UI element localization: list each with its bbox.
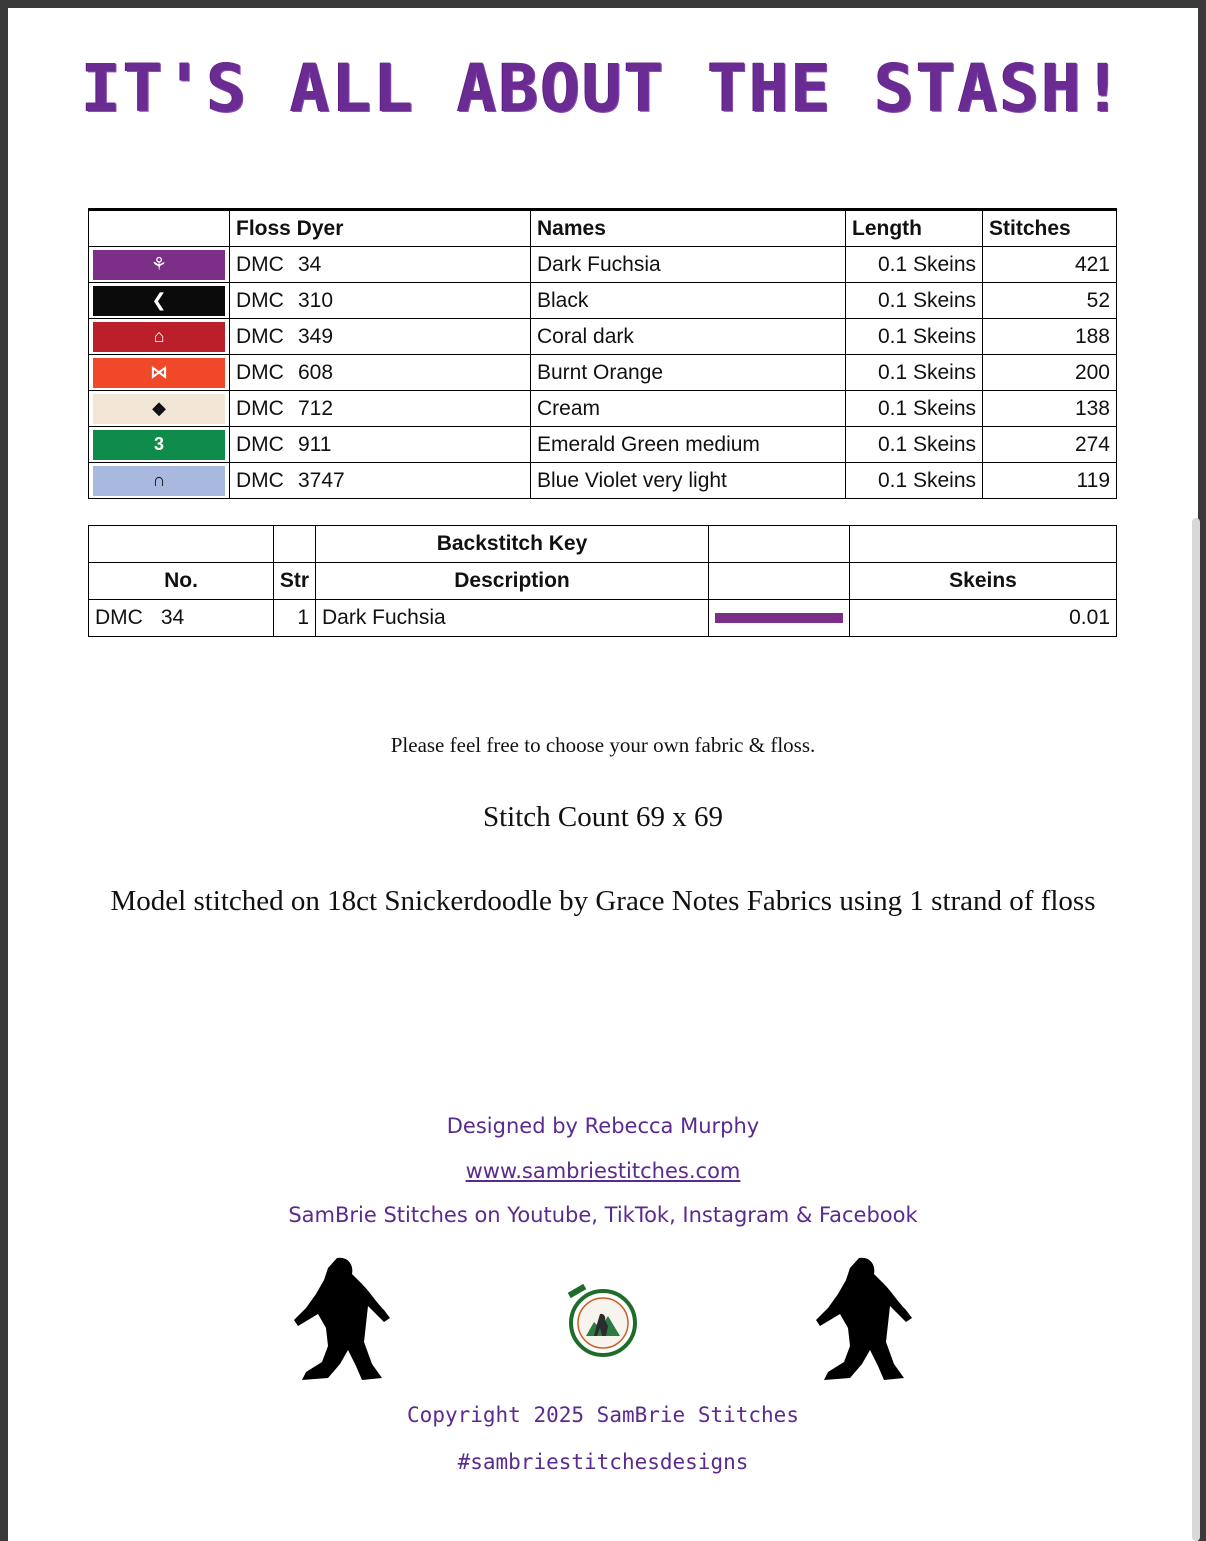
symbol-header bbox=[89, 210, 230, 247]
chart-symbol-icon: ⌂ bbox=[153, 326, 165, 346]
floss-table bbox=[88, 208, 1117, 499]
color-swatch bbox=[93, 322, 225, 352]
floss-stitches: 52 bbox=[983, 283, 1117, 319]
str-header: Str bbox=[274, 563, 316, 600]
floss-dyer-cell bbox=[230, 355, 531, 391]
backstitch-no bbox=[89, 600, 274, 637]
floss-name: Burnt Orange bbox=[531, 355, 846, 391]
color-swatch bbox=[93, 430, 225, 460]
floss-code: 3747 bbox=[298, 468, 345, 492]
chart-symbol-icon: ◆ bbox=[152, 398, 166, 418]
floss-row bbox=[89, 463, 1117, 499]
floss-code: 349 bbox=[298, 324, 334, 348]
floss-stitches: 274 bbox=[983, 427, 1117, 463]
floss-dyer-cell bbox=[230, 319, 531, 355]
brand-text: DMC bbox=[236, 288, 284, 312]
floss-name: Emerald Green medium bbox=[531, 427, 846, 463]
floss-code: 34 bbox=[298, 252, 322, 276]
color-swatch bbox=[93, 286, 225, 316]
chart-symbol-icon: ⚘ bbox=[150, 254, 168, 274]
stitches-header: Stitches bbox=[983, 210, 1117, 247]
symbol-cell bbox=[89, 247, 230, 283]
stitch-count: Stitch Count 69 x 69 bbox=[482, 801, 724, 833]
floss-dyer-cell bbox=[230, 391, 531, 427]
sambrie-hoop-logo-icon bbox=[564, 1280, 642, 1358]
backstitch-header-row bbox=[89, 563, 1117, 600]
floss-length: 0.1 Skeins bbox=[846, 463, 983, 499]
floss-length: 0.1 Skeins bbox=[846, 319, 983, 355]
floss-row bbox=[89, 427, 1117, 463]
length-header: Length bbox=[846, 210, 983, 247]
bigfoot-silhouette-icon bbox=[814, 1254, 914, 1384]
floss-dyer-cell bbox=[230, 463, 531, 499]
symbol-cell bbox=[89, 427, 230, 463]
floss-stitches: 200 bbox=[983, 355, 1117, 391]
floss-row bbox=[89, 283, 1117, 319]
floss-row bbox=[89, 319, 1117, 355]
no-header: No. bbox=[89, 563, 274, 600]
floss-dyer-cell bbox=[230, 247, 531, 283]
skeins-header: Skeins bbox=[850, 563, 1117, 600]
bigfoot-silhouette-icon bbox=[292, 1254, 392, 1384]
designer-credit: Designed by Rebecca Murphy bbox=[446, 1114, 760, 1138]
backstitch-row bbox=[89, 600, 1117, 637]
brand-text: DMC bbox=[236, 360, 284, 384]
chart-symbol-icon: 3 bbox=[153, 434, 164, 454]
brand-text: DMC bbox=[236, 432, 284, 456]
symbol-cell bbox=[89, 355, 230, 391]
hashtag: #sambriestitchesdesigns bbox=[457, 1450, 749, 1474]
floss-code: 608 bbox=[298, 360, 334, 384]
chart-symbol-icon: ⋈ bbox=[150, 362, 168, 382]
backstitch-line-sample bbox=[715, 613, 843, 623]
floss-length: 0.1 Skeins bbox=[846, 355, 983, 391]
floss-stitches: 421 bbox=[983, 247, 1117, 283]
model-note: Model stitched on 18ct Snickerdoodle by Grace Notes Fabrics using 1 strand of floss bbox=[110, 885, 1096, 917]
backstitch-title-row bbox=[89, 526, 1117, 563]
floss-length: 0.1 Skeins bbox=[846, 391, 983, 427]
floss-length: 0.1 Skeins bbox=[846, 283, 983, 319]
floss-code: 310 bbox=[298, 288, 334, 312]
floss-length: 0.1 Skeins bbox=[846, 247, 983, 283]
color-swatch bbox=[93, 466, 225, 496]
floss-name: Dark Fuchsia bbox=[531, 247, 846, 283]
symbol-cell bbox=[89, 391, 230, 427]
floss-dyer-cell bbox=[230, 427, 531, 463]
vertical-scrollbar[interactable] bbox=[1192, 518, 1200, 1541]
backstitch-line-cell bbox=[709, 600, 850, 637]
floss-stitches: 188 bbox=[983, 319, 1117, 355]
floss-name: Coral dark bbox=[531, 319, 846, 355]
symbol-cell bbox=[89, 283, 230, 319]
floss-code: 911 bbox=[298, 432, 332, 456]
floss-row bbox=[89, 355, 1117, 391]
chart-symbol-icon: ∩ bbox=[152, 470, 166, 490]
brand-text: DMC bbox=[236, 396, 284, 420]
symbol-cell bbox=[89, 463, 230, 499]
floss-name: Black bbox=[531, 283, 846, 319]
floss-name: Blue Violet very light bbox=[531, 463, 846, 499]
floss-length: 0.1 Skeins bbox=[846, 427, 983, 463]
brand-text: DMC bbox=[236, 468, 284, 492]
floss-name: Cream bbox=[531, 391, 846, 427]
backstitch-description: Dark Fuchsia bbox=[316, 600, 709, 637]
floss-stitches: 119 bbox=[983, 463, 1117, 499]
color-swatch bbox=[93, 358, 225, 388]
floss-row bbox=[89, 391, 1117, 427]
choose-note: Please feel free to choose your own fabric & floss. bbox=[390, 733, 816, 757]
backstitch-skeins: 0.01 bbox=[850, 600, 1117, 637]
brand-text: DMC bbox=[95, 606, 143, 629]
social-credit: SamBrie Stitches on Youtube, TikTok, Instagram & Facebook bbox=[288, 1203, 918, 1227]
backstitch-key-title: Backstitch Key bbox=[316, 526, 709, 563]
description-header: Description bbox=[316, 563, 709, 600]
brand-text: DMC bbox=[236, 324, 284, 348]
color-swatch bbox=[93, 250, 225, 280]
symbol-cell bbox=[89, 319, 230, 355]
color-swatch bbox=[93, 394, 225, 424]
floss-code: 712 bbox=[298, 396, 334, 420]
website-link[interactable]: www.sambriestitches.com bbox=[465, 1159, 741, 1183]
backstitch-table bbox=[88, 525, 1117, 637]
copyright: Copyright 2025 SamBrie Stitches bbox=[407, 1403, 799, 1427]
floss-code: 34 bbox=[160, 606, 185, 629]
backstitch-str: 1 bbox=[274, 600, 316, 637]
names-header: Names bbox=[531, 210, 846, 247]
floss-dyer-header: Floss Dyer bbox=[230, 210, 531, 247]
page-title: IT'S ALL ABOUT THE STASH! bbox=[81, 50, 1125, 127]
floss-header-row bbox=[89, 210, 1117, 247]
floss-dyer-cell bbox=[230, 283, 531, 319]
chart-symbol-icon: ❮ bbox=[151, 290, 167, 310]
floss-row bbox=[89, 247, 1117, 283]
brand-text: DMC bbox=[236, 252, 284, 276]
floss-stitches: 138 bbox=[983, 391, 1117, 427]
